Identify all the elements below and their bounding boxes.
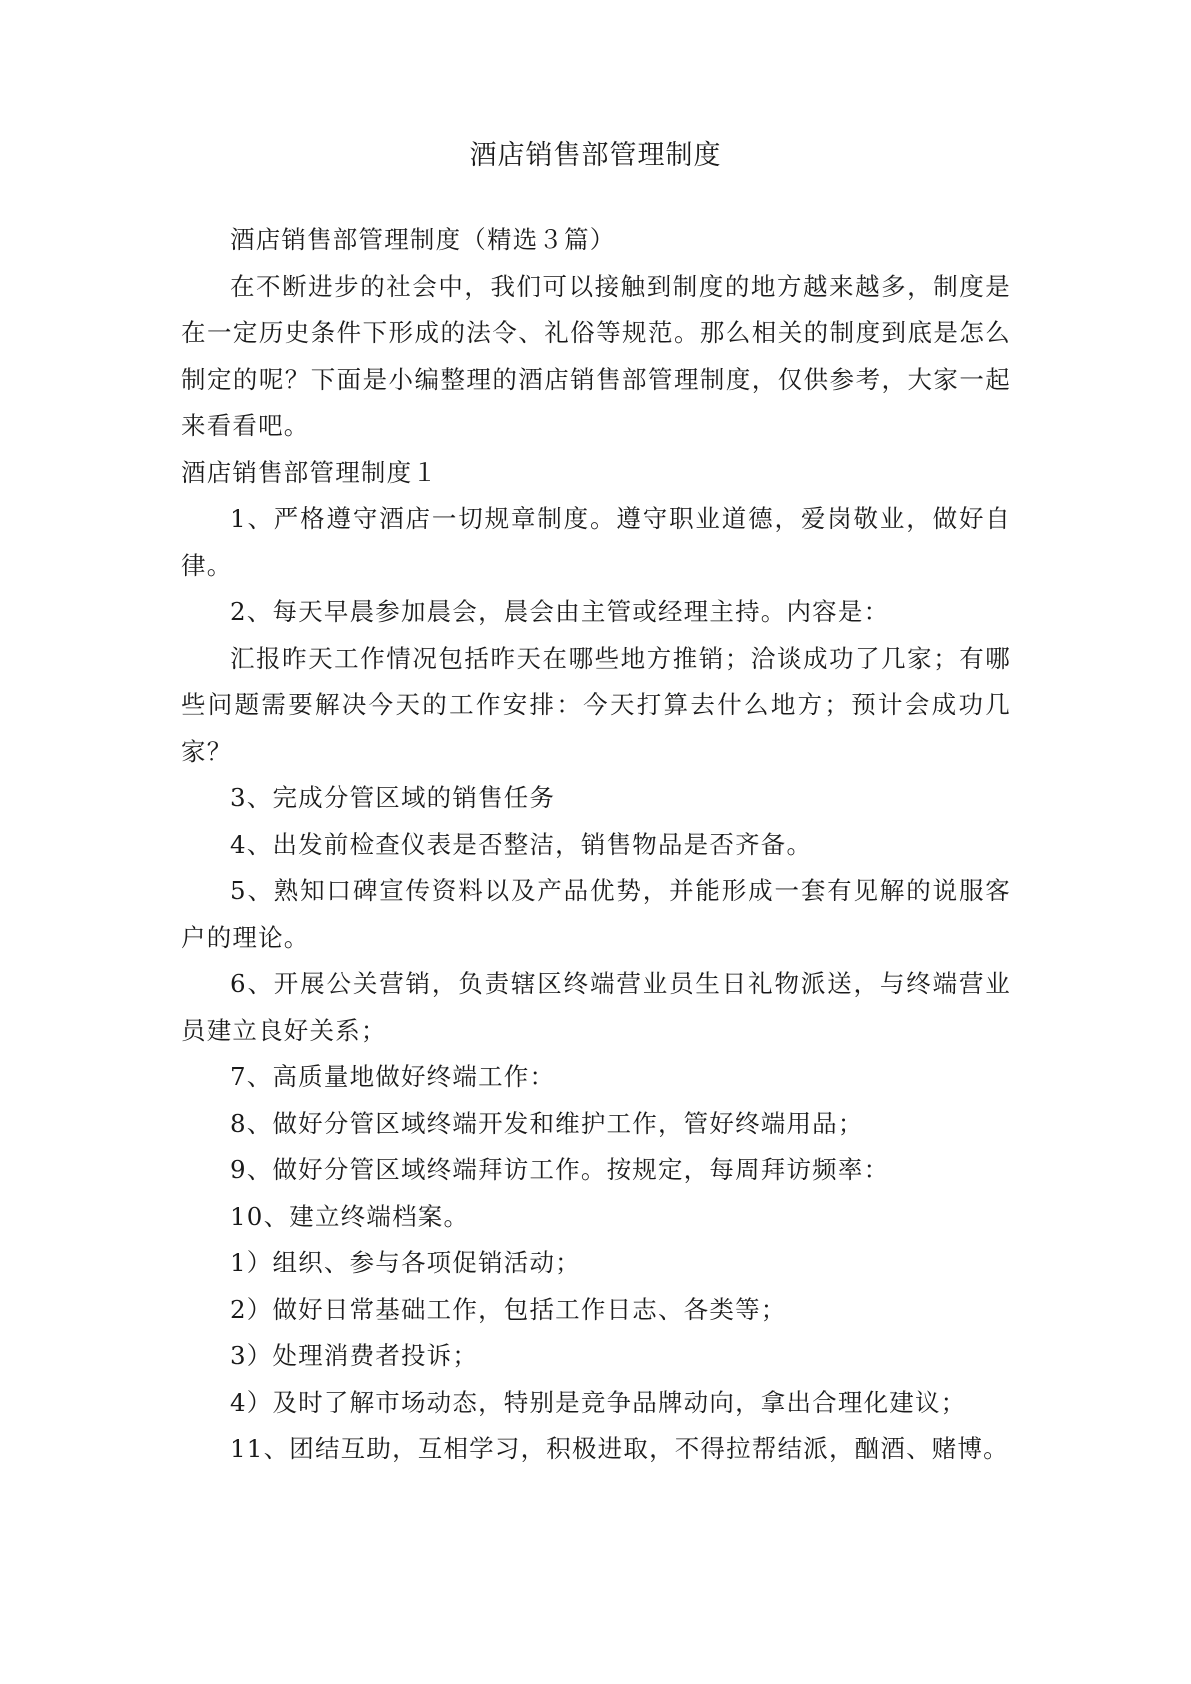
rule-paragraph-1: 1、严格遵守酒店一切规章制度。遵守职业道德，爱岗敬业，做好自律。: [181, 504, 1011, 580]
rule-paragraph-2: 2、每天早晨参加晨会，晨会由主管或经理主持。内容是：: [230, 597, 890, 626]
rule-paragraph-5: 5、熟知口碑宣传资料以及产品优势，并能形成一套有见解的说服客户的理论。: [181, 876, 1011, 952]
rule-paragraph-10: 10、建立终端档案。: [230, 1201, 470, 1231]
rule-paragraph-8: 8、做好分管区域终端开发和维护工作，管好终端用品；: [230, 1108, 864, 1138]
sub-item-2: 2）做好日常基础工作，包括工作日志、各类等；: [230, 1294, 787, 1324]
sub-item-4: 4）及时了解市场动态，特别是竞争品牌动向，拿出合理化建议；: [230, 1387, 967, 1417]
rule-paragraph-11: 11、团结互助，互相学习，积极进取，不得拉帮结派，酗酒、赌博。: [230, 1434, 1009, 1463]
section-heading: 酒店销售部管理制度１: [181, 457, 438, 487]
rule-paragraph-9: 9、做好分管区域终端拜访工作。按规定，每周拜访频率：: [230, 1155, 890, 1184]
document-title: 酒店销售部管理制度: [469, 140, 722, 171]
document-body: [181, 217, 1011, 1473]
sub-item-1: 1）组织、参与各项促销活动；: [230, 1248, 581, 1277]
rule-paragraph-6: 6、开展公关营销，负责辖区终端营业员生日礼物派送，与终端营业员建立良好关系；: [181, 969, 1011, 1045]
subtitle-paragraph: 酒店销售部管理制度（精选３篇）: [230, 225, 616, 254]
rule-paragraph-3: 3、完成分管区域的销售任务: [230, 783, 556, 812]
rule-paragraph-7: 7、高质量地做好终端工作：: [230, 1062, 556, 1091]
rule-paragraph-2-detail: 汇报昨天工作情况包括昨天在哪些地方推销；洽谈成功了几家；有哪些问题需要解决今天的工作安排：今天打算去什么地方；预计会成功几家？: [181, 643, 1011, 766]
sub-item-3: 3）处理消费者投诉；: [230, 1341, 479, 1370]
intro-paragraph: 在不断进步的社会中，我们可以接触到制度的地方越来越多，制度是在一定历史条件下形成的法令、礼俗等规范。那么相关的制度到底是怎么制定的呢？下面是小编整理的酒店销售部管理制度，仅供参考，大家一起来看看吧。: [181, 271, 1011, 440]
rule-paragraph-4: 4、出发前检查仪表是否整洁，销售物品是否齐备。: [230, 829, 813, 859]
